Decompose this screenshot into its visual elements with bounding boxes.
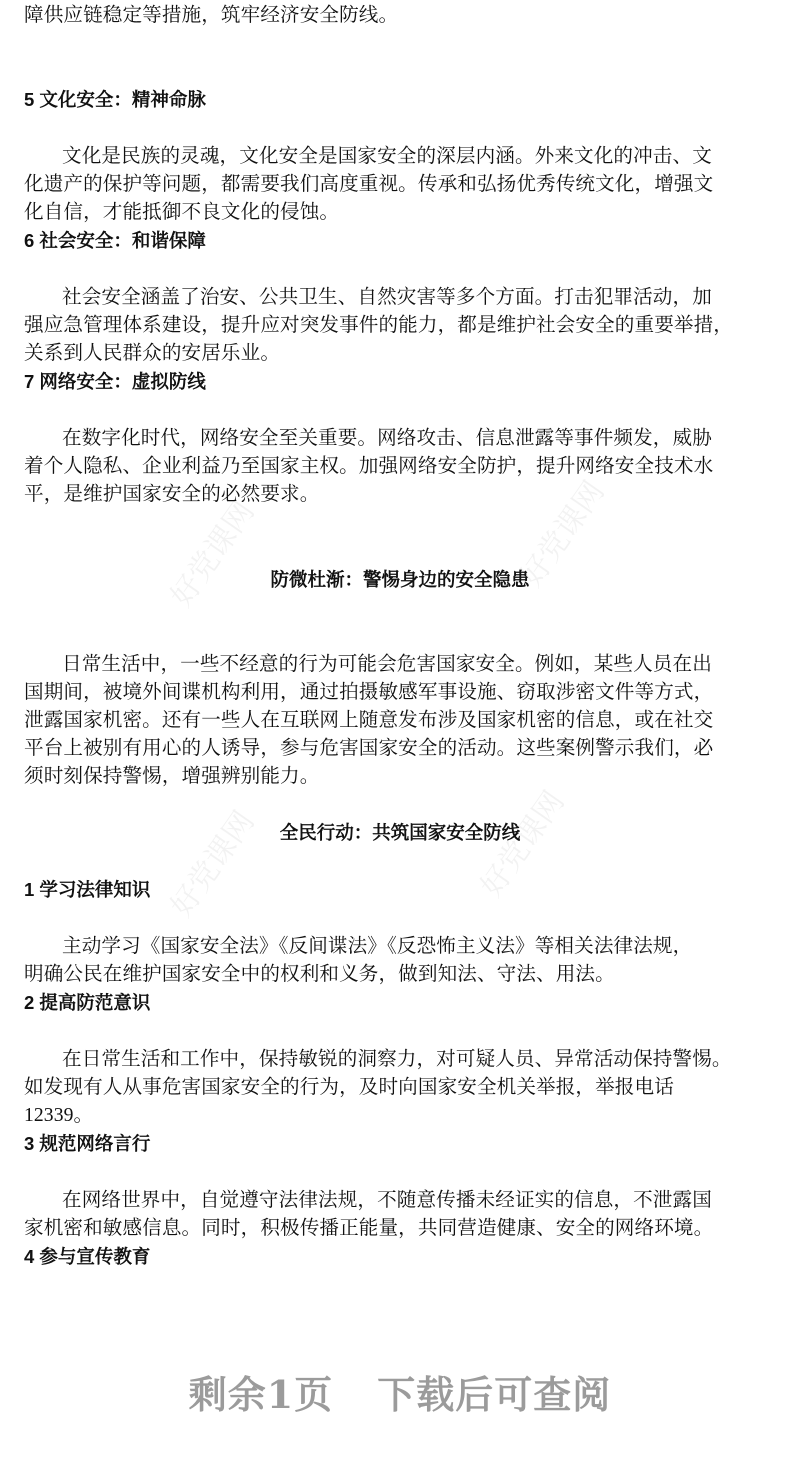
paragraph-line: 在网络世界中，自觉遵守法律法规，不随意传播未经证实的信息，不泄露国 xyxy=(62,1190,712,1211)
paragraph-line: 社会安全涵盖了治安、公共卫生、自然灾害等多个方面。打击犯罪活动，加 xyxy=(62,287,712,308)
center-heading: 全民行动：共筑国家安全防线 xyxy=(279,822,521,843)
download-to-read-more-button[interactable] xyxy=(0,1364,800,1419)
paragraph-line: 主动学习《国家安全法》《反间谍法》《反恐怖主义法》等相关法律法规， xyxy=(62,936,693,957)
item-heading: 2 提高防范意识 xyxy=(24,992,151,1013)
paragraph-line: 化遗产的保护等问题，都需要我们高度重视。传承和弘扬优秀传统文化，增强文 xyxy=(24,174,714,195)
section-heading: 6 社会安全：和谐保障 xyxy=(24,230,206,251)
section-heading: 5 文化安全：精神命脉 xyxy=(24,89,206,110)
watermark: 好党课网 xyxy=(164,804,262,924)
paragraph-line: 化自信，才能抵御不良文化的侵蚀。 xyxy=(24,202,340,223)
section-action xyxy=(24,819,776,1271)
center-heading: 防微杜渐：警惕身边的安全隐患 xyxy=(270,569,530,590)
watermark: 好党课网 xyxy=(514,474,612,594)
paragraph-line: 着个人隐私、企业利益乃至国家主权。加强网络安全防护，提升网络安全技术水 xyxy=(24,456,714,477)
paragraph-line: 泄露国家机密。还有一些人在互联网上随意发布涉及国家机密的信息，或在社交 xyxy=(24,710,714,731)
item-heading: 1 学习法律知识 xyxy=(24,879,151,900)
paragraph-line: 文化是民族的灵魂，文化安全是国家安全的深层内涵。外来文化的冲击、文 xyxy=(62,146,712,167)
paragraph-line: 在日常生活和工作中，保持敏锐的洞察力，对可疑人员、异常活动保持警惕。 xyxy=(62,1049,732,1070)
watermark: 好党课网 xyxy=(164,494,262,614)
section-heading: 7 网络安全：虚拟防线 xyxy=(24,371,206,392)
paragraph-line: 关系到人民群众的安居乐业。 xyxy=(24,343,281,364)
paragraph-line: 强应急管理体系建设，提升应对突发事件的能力，都是维护社会安全的重要举措， xyxy=(24,315,733,336)
download-label: 下载后可查阅 xyxy=(377,1372,612,1417)
remaining-pages-label: 剩余1页 xyxy=(188,1372,334,1417)
section-risk xyxy=(24,566,776,791)
paragraph-line: 如发现有人从事危害国家安全的行为，及时向国家安全机关举报，举报电话 xyxy=(24,1077,674,1098)
paragraph-line: 12339。 xyxy=(24,1105,94,1126)
paragraph-line: 明确公民在维护国家安全中的权利和义务，做到知法、守法、用法。 xyxy=(24,964,615,985)
paragraph-line: 平，是维护国家安全的必然要求。 xyxy=(24,484,320,505)
paragraph-line: 须时刻保持警惕，增强辨别能力。 xyxy=(24,766,320,787)
item-heading: 4 参与宣传教育 xyxy=(24,1246,151,1267)
paragraph-line: 障供应链稳定等措施，筑牢经济安全防线。 xyxy=(24,5,399,26)
paragraph-line: 家机密和敏感信息。同时，积极传播正能量，共同营造健康、安全的网络环境。 xyxy=(24,1218,714,1239)
intro-tail xyxy=(24,2,776,30)
watermark: 好党课网 xyxy=(474,784,572,904)
paragraph-line: 日常生活中，一些不经意的行为可能会危害国家安全。例如，某些人员在出 xyxy=(62,654,712,675)
section-culture xyxy=(24,86,776,509)
paragraph-line: 国期间，被境外间谍机构利用，通过拍摄敏感军事设施、窃取涉密文件等方式， xyxy=(24,682,714,703)
paragraph-line: 平台上被别有用心的人诱导，参与危害国家安全的活动。这些案例警示我们，必 xyxy=(24,738,714,759)
paragraph-line: 在数字化时代，网络安全至关重要。网络攻击、信息泄露等事件频发，威胁 xyxy=(62,428,712,449)
item-heading: 3 规范网络言行 xyxy=(24,1133,151,1154)
